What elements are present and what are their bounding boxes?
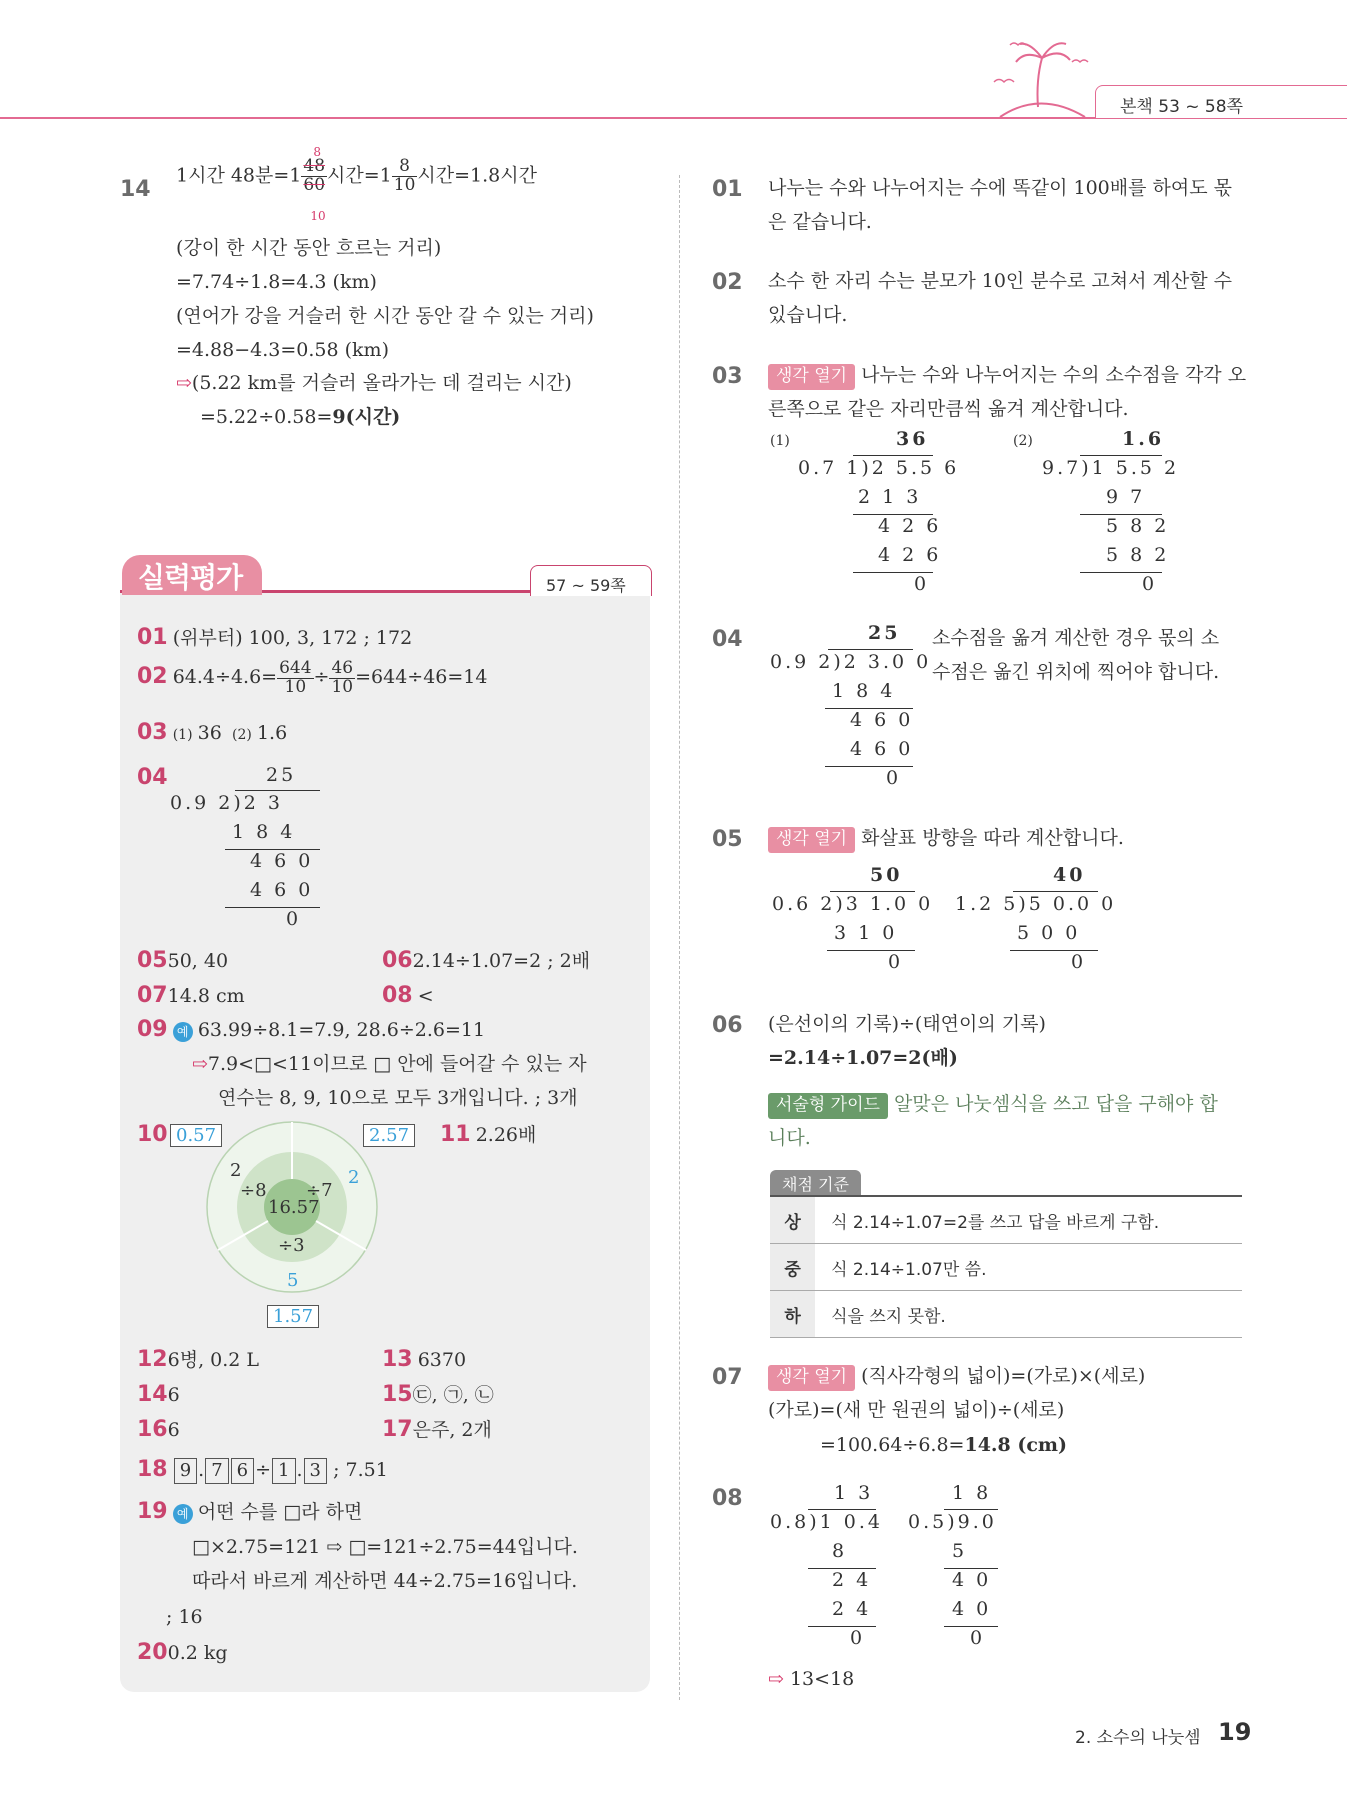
r05-division-2: 40 1.2 5)5 0.0 0 5 0 0 0 bbox=[955, 864, 1117, 973]
r06-guide-line1: 서술형 가이드 알맞은 나눗셈식을 쓰고 답을 구해야 합 bbox=[768, 1091, 1218, 1119]
q14-line3: =7.74÷1.8=4.3 (km) bbox=[176, 271, 377, 293]
eval-a04-number: 04 bbox=[137, 765, 168, 790]
eval-a18: 18 9 . 7 6 ÷ 1 . 3 ; 7.51 bbox=[137, 1457, 388, 1482]
r03-tag: 생각 열기 bbox=[768, 364, 855, 390]
r08-number: 08 bbox=[712, 1486, 743, 1511]
eval-a13: 13 6370 bbox=[382, 1347, 467, 1372]
q14-line1: 1시간 48분=1 $\frac{48}{60}$ 8 10 시간=1 $\frac{8}{10}$ 시간=1.8시간 bbox=[176, 145, 537, 223]
eval-a03: 03 (1) 36 (2) 1.6 bbox=[137, 720, 288, 745]
r06-guide-tag: 서술형 가이드 bbox=[768, 1093, 888, 1119]
eval-a09: 09 예 63.99÷8.1=7.9, 28.6÷2.6=11 bbox=[137, 1017, 486, 1042]
eval-a01: 01 (위부터) 100, 3, 172 ; 172 bbox=[137, 625, 413, 650]
r05-division-1: 50 0.6 2)3 1.0 0 3 1 0 0 bbox=[772, 864, 934, 973]
eval-a05: 0550, 40 bbox=[137, 948, 229, 973]
eval-a10-div7: ÷7 bbox=[306, 1180, 333, 1201]
r02-number: 02 bbox=[712, 270, 743, 295]
eval-a14: 146 bbox=[137, 1382, 180, 1407]
r07-number: 07 bbox=[712, 1365, 743, 1390]
q14-line4: (연어가 강을 거슬러 한 시간 동안 갈 수 있는 거리) bbox=[176, 305, 594, 327]
eval-a06: 062.14÷1.07=2 ; 2배 bbox=[382, 948, 591, 973]
r04-line1: 소수점을 옮겨 계산한 경우 몫의 소 bbox=[932, 627, 1220, 649]
r01-line1: 나누는 수와 나누어지는 수에 똑같이 100배를 하여도 몫 bbox=[768, 177, 1232, 199]
r06-guide-line2: 니다. bbox=[768, 1127, 811, 1149]
eval-a19: 19 예 어떤 수를 □라 하면 bbox=[137, 1499, 363, 1524]
eval-a11: 11 2.26배 bbox=[440, 1122, 537, 1147]
eval-a08: 08 < bbox=[382, 983, 434, 1008]
r01-number: 01 bbox=[712, 177, 743, 202]
r07-line3: =100.64÷6.8=14.8 (cm) bbox=[820, 1434, 1068, 1456]
r07-tag: 생각 열기 bbox=[768, 1365, 855, 1391]
r08-division-2: 1 8 0.5)9.0 5 4 0 4 0 0 bbox=[908, 1482, 997, 1649]
r06-criteria-tag: 채점 기준 bbox=[770, 1170, 861, 1197]
r07-line2: (가로)=(새 만 원권의 넓이)÷(세로) bbox=[768, 1399, 1065, 1421]
footer-page-number: 19 bbox=[1218, 1718, 1252, 1746]
eval-a09-line3: 연수는 8, 9, 10으로 모두 3개입니다. ; 3개 bbox=[218, 1087, 578, 1109]
eval-a04-division: 25 0.9 2)2 3 1 8 4 4 6 0 4 6 0 0 bbox=[170, 764, 320, 934]
eval-a19-line3: 따라서 바르게 계산하면 44÷2.75=16입니다. bbox=[192, 1570, 578, 1592]
eval-a10-remainder-left: 2 bbox=[230, 1160, 242, 1181]
header-pages: 본책 53 ~ 58쪽 bbox=[1120, 97, 1243, 117]
r05-tag: 생각 열기 bbox=[768, 827, 855, 853]
r03-division-2: 1.6 9.7)1 5.5 2 9 7 5 8 2 5 8 2 0 bbox=[1042, 428, 1180, 595]
eval-a10-box-right: 2.57 bbox=[363, 1124, 415, 1147]
r04-division: 25 0.9 2)2 3.0 0 1 8 4 4 6 0 4 6 0 0 bbox=[770, 622, 932, 789]
eval-a19-line2: □×2.75=121 ⇨ □=121÷2.75=44입니다. bbox=[192, 1536, 578, 1558]
eval-a17: 17은주, 2개 bbox=[382, 1417, 492, 1442]
r03-line1: 생각 열기 나누는 수와 나누어지는 수의 소수점을 각각 오 bbox=[768, 362, 1246, 390]
r08-answer: ⇨ 13<18 bbox=[768, 1668, 855, 1690]
eval-a10-remainder-right: 2 bbox=[348, 1167, 360, 1188]
eval-a07: 0714.8 cm bbox=[137, 983, 245, 1008]
eval-title: 실력평가 bbox=[138, 561, 243, 594]
column-divider bbox=[679, 175, 680, 1700]
r03-division-1: 36 0.7 1)2 5.5 6 2 1 3 4 2 6 4 2 6 0 bbox=[798, 428, 960, 595]
eval-a15: 15㉢, ㉠, ㉡ bbox=[382, 1382, 494, 1407]
q14-line7: =5.22÷0.58=9(시간) bbox=[200, 406, 401, 428]
table-row: 상 식 2.14÷1.07=2를 쓰고 답을 바르게 구함. bbox=[770, 1196, 1242, 1244]
r02-line2: 있습니다. bbox=[768, 304, 848, 326]
eval-a10-div3: ÷3 bbox=[278, 1235, 305, 1256]
table-row: 하 식을 쓰지 못함. bbox=[770, 1291, 1242, 1338]
eval-a10-center: 16.57 bbox=[268, 1197, 320, 1218]
eval-a10-div8: ÷8 bbox=[240, 1180, 267, 1201]
eval-a16: 166 bbox=[137, 1417, 180, 1442]
r08-division-1: 1 3 0.8)1 0.4 8 2 4 2 4 0 bbox=[770, 1482, 883, 1649]
eval-a12: 126병, 0.2 L bbox=[137, 1347, 260, 1372]
r06-number: 06 bbox=[712, 1013, 743, 1038]
r04-number: 04 bbox=[712, 627, 743, 652]
eval-a09-line2: ⇨7.9<□<11이므로 □ 안에 들어갈 수 있는 자 bbox=[192, 1053, 587, 1075]
eval-a19-line4: ; 16 bbox=[166, 1606, 203, 1628]
r07-line1: 생각 열기 (직사각형의 넓이)=(가로)×(세로) bbox=[768, 1363, 1145, 1391]
eval-a10-box-bottom: 1.57 bbox=[267, 1305, 319, 1328]
palm-island-icon bbox=[980, 30, 1100, 125]
q14-number: 14 bbox=[120, 177, 151, 202]
eval-a10-box-left: 0.57 bbox=[170, 1124, 222, 1147]
r01-line2: 은 같습니다. bbox=[768, 211, 872, 233]
r03-d2-label: (2) bbox=[1013, 433, 1033, 449]
r06-line2: =2.14÷1.07=2(배) bbox=[768, 1047, 958, 1069]
table-row: 중 식 2.14÷1.07만 씀. bbox=[770, 1244, 1242, 1291]
footer-chapter: 2. 소수의 나눗셈 bbox=[1075, 1728, 1201, 1748]
r06-grading-table bbox=[770, 1195, 1242, 1338]
r04-line2: 수점은 옮긴 위치에 찍어야 합니다. bbox=[932, 661, 1220, 683]
q14-line5: =4.88−4.3=0.58 (km) bbox=[176, 339, 389, 361]
r03-line2: 른쪽으로 같은 자리만큼씩 옮겨 계산합니다. bbox=[768, 398, 1129, 420]
eval-a10-remainder-bottom: 5 bbox=[287, 1270, 299, 1291]
eval-a10-number: 10 bbox=[137, 1122, 168, 1147]
q14-line2: (강이 한 시간 동안 흐르는 거리) bbox=[176, 237, 442, 259]
q14-line6: ⇨(5.22 km를 거슬러 올라가는 데 걸리는 시간) bbox=[176, 372, 572, 394]
r03-number: 03 bbox=[712, 364, 743, 389]
eval-pages: 57 ~ 59쪽 bbox=[546, 576, 626, 595]
r03-d1-label: (1) bbox=[770, 433, 790, 449]
r06-line1: (은선이의 기록)÷(태연이의 기록) bbox=[768, 1013, 1046, 1035]
r02-line1: 소수 한 자리 수는 분모가 10인 분수로 고쳐서 계산할 수 bbox=[768, 270, 1232, 292]
eval-a20: 200.2 kg bbox=[137, 1640, 228, 1665]
r05-number: 05 bbox=[712, 827, 743, 852]
r05-line1: 생각 열기 화살표 방향을 따라 계산합니다. bbox=[768, 825, 1124, 853]
eval-a02: 02 64.4÷4.6= $\frac{644}{10}$ ÷ $\frac{46}{10}$ =644÷46=14 bbox=[137, 658, 488, 697]
